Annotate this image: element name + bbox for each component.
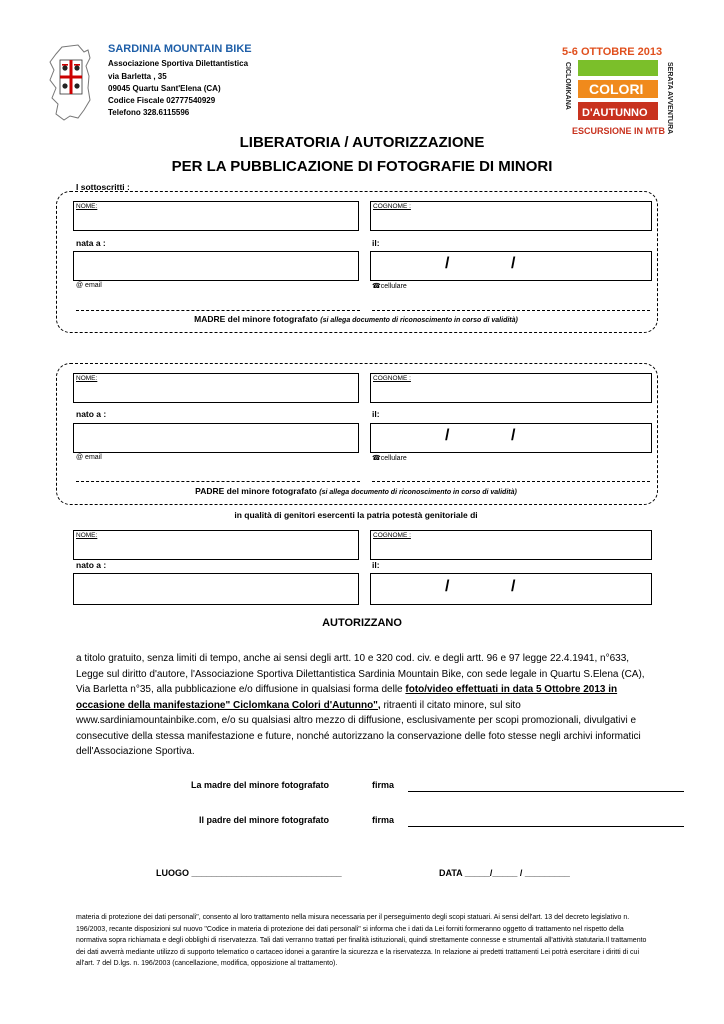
mother-nata-label: nata a :	[76, 238, 106, 248]
date-separator: /	[445, 578, 450, 595]
minor-nome-label: NOME:	[76, 532, 98, 539]
father-birthdate-field[interactable]	[370, 423, 652, 453]
mother-email-line[interactable]	[76, 310, 360, 311]
event-logo-autunno: D'AUTUNNO	[582, 107, 648, 119]
father-nato-label: nato a :	[76, 409, 107, 419]
mother-phone-line[interactable]	[372, 310, 650, 311]
minor-cognome-field[interactable]	[370, 530, 652, 560]
mother-email-label: @ email	[76, 282, 102, 289]
father-email-label: @ email	[76, 454, 102, 461]
page-title: LIBERATORIA / AUTORIZZAZIONE	[239, 134, 485, 151]
org-line: via Barletta , 35	[108, 72, 167, 81]
date-separator: /	[445, 427, 450, 444]
mother-cognome-field[interactable]	[370, 201, 652, 231]
father-email-line[interactable]	[76, 481, 360, 482]
event-logo-colori: COLORI	[589, 81, 644, 97]
mother-cognome-label: COGNOME :	[373, 203, 411, 210]
minor-cognome-label: COGNOME :	[373, 532, 411, 539]
father-cognome-field[interactable]	[370, 373, 652, 403]
mother-nome-label: NOME:	[76, 203, 98, 210]
mother-birthplace-field[interactable]	[73, 251, 359, 281]
org-line: Codice Fiscale 02777540929	[108, 96, 216, 105]
event-logo-date: 5-6 OTTOBRE 2013	[562, 46, 663, 58]
authorize-title: AUTORIZZANO	[322, 617, 402, 629]
mother-firma-label: firma	[372, 780, 395, 790]
date-separator: /	[511, 427, 516, 444]
minor-nato-label: nato a :	[76, 560, 107, 570]
sardinia-logo	[44, 44, 104, 122]
father-phone-line[interactable]	[372, 481, 650, 482]
date-separator: /	[445, 255, 450, 272]
org-line: Associazione Sportiva Dilettantistica	[108, 59, 249, 68]
mother-signature-line[interactable]	[408, 791, 684, 792]
event-reference: foto/video effettuati in data 5 Ottobre 2013 in occasione della manifestazione" Ciclomkana Colori d'Autunno",	[76, 684, 618, 711]
date-separator: /	[511, 255, 516, 272]
date-separator: /	[511, 578, 516, 595]
mother-il-label: il:	[372, 238, 380, 248]
event-logo-escursione: ESCURSIONE IN MTB	[572, 126, 666, 136]
father-signature-label: Il padre del minore fotografato	[199, 815, 330, 825]
father-il-label: il:	[372, 409, 380, 419]
phone-icon: ☎	[372, 455, 381, 462]
mother-birthdate-field[interactable]	[370, 251, 652, 281]
father-signature-line[interactable]	[408, 826, 684, 827]
minor-il-label: il:	[372, 560, 380, 570]
mother-signature-label: La madre del minore fotografato	[191, 780, 330, 790]
minor-nome-field[interactable]	[73, 530, 359, 560]
org-name: SARDINIA MOUNTAIN BIKE	[108, 43, 252, 55]
phone-icon: ☎	[372, 283, 381, 290]
event-logo	[558, 44, 682, 148]
luogo-field[interactable]: LUOGO ______________________________	[156, 868, 342, 878]
mother-cellulare-label: ☎cellulare	[372, 283, 407, 290]
privacy-footer: materia di protezione dei dati personali", consento al loro trattamento nella misura necessaria per il perseguimento degli scopi statuari. Ai sensi dell'art. 13 del decreto legislativo n. 196/2003, recante disposizioni sul nuovo "Codice in materia di protezione dei dati personali" si informa che i dati da Lei forniti formeranno oggetto di trattamento nel rispetto della normativa sopra richiamata e degli obblighi di riservatezza. Tali dati verranno trattati per finalità istituzionali, quindi strettamente connesse e strumentali all'attività statutaria.Il trattamento dei dati avverrà mediante utilizzo di supporto telematico o cartaceo idonei a garantire la sicurezza e la riservatezza. In relazione ai predetti trattamenti Lei potrà esercitare i diritti di cui all'art. 7 del D.lgs. n. 196/2003 (cancellazione, modifica, opposizione al trattamento).	[76, 914, 647, 967]
mother-caption: MADRE del minore fotografato (si allega documento di riconoscimento in corso di validità)	[194, 314, 518, 324]
father-firma-label: firma	[372, 815, 395, 825]
page-subtitle: PER LA PUBBLICAZIONE DI FOTOGRAFIE DI MINORI	[171, 158, 553, 175]
father-caption: PADRE del minore fotografato (si allega documento di riconoscimento in corso di validità)	[195, 486, 517, 496]
event-logo-vertical-right: SERATA AVVENTURA	[666, 62, 673, 135]
authorization-text: a titolo gratuito, senza limiti di tempo, anche ai sensi degli artt. 10 e 320 cod. civ. e degli artt. 96 e 97 legge 22.4.1941, n°633, Legge sul diritto d'autore, l'Associazione Sportiva Dilettantistica Sardinia Mountain Bike, con sede legale in Quartu S.Elena (CA), Via Barletta n°35, alla pubblicazione e/o diffusione in qualsiasi forma delle foto/video effettuati in data 5 Ottobre 2013 in occasione della manifestazione" Ciclomkana Colori d'Autunno", ritraenti il citato minore, sul sito www.sardiniamountainbike.com, e/o su qualsiasi altro mezzo di diffusione, esclusivamente per scopi promozionali, divulgativi e consecutive della stessa manifestazione e future, nonché autorizzano la conservazione delle foto stesse negli archivi informatici dell'Associazione Sportiva.	[76, 653, 645, 757]
org-line: 09045 Quartu Sant'Elena (CA)	[108, 84, 221, 93]
signers-label: I sottoscritti :	[76, 182, 130, 192]
father-nome-field[interactable]	[73, 373, 359, 403]
data-field[interactable]: DATA _____/_____ / _________	[439, 868, 570, 878]
father-nome-label: NOME:	[76, 375, 98, 382]
event-logo-vertical-left: CICLOMKANA	[564, 62, 571, 110]
minor-birthplace-field[interactable]	[73, 573, 359, 605]
guardians-line: in qualità di genitori esercenti la patria potestà genitoriale di	[234, 510, 478, 520]
mother-nome-field[interactable]	[73, 201, 359, 231]
org-line: Telefono 328.6115596	[108, 108, 190, 117]
father-cognome-label: COGNOME :	[373, 375, 411, 382]
minor-birthdate-field[interactable]	[370, 573, 652, 605]
father-birthplace-field[interactable]	[73, 423, 359, 453]
father-cellulare-label: ☎cellulare	[372, 455, 407, 462]
